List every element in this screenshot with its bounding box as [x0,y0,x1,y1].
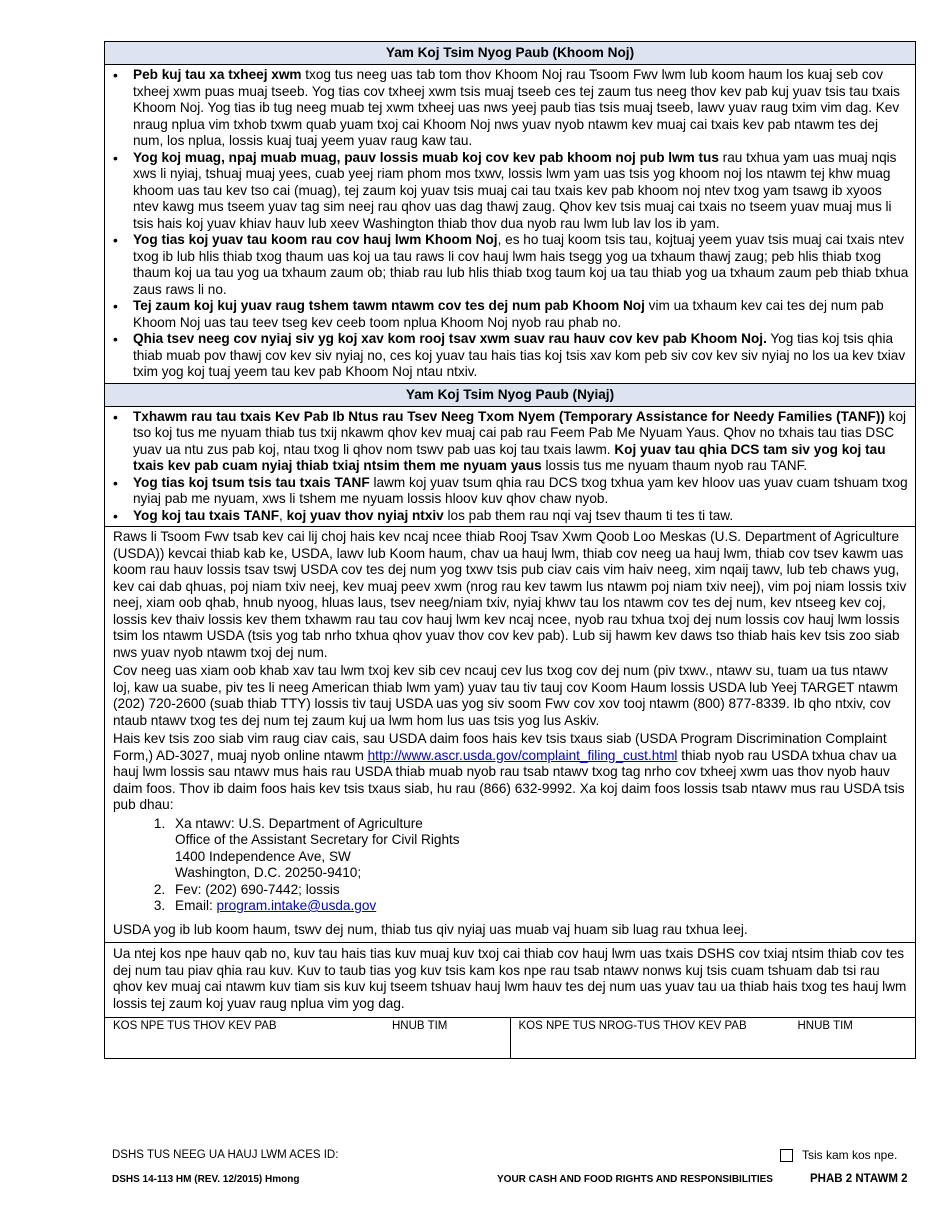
list-item: • Yog tias koj yuav tau koom rau cov hauj lwm Khoom Noj, es ho tuaj koom tsis tau, kojtuaj yeem yuav tsis muaj cai txais ntev txog ib lub hlis thiab txog thaum uas koj ua tau raws li cov hauj lwm hais tsegg yog ua txhaum thawj zaug; peb hlis thiab txog thaum koj ua tau yog ua txhaum zaum ob; thiab rau lub hlis thiab txog taum koj ua tau thiab yog ua txhaum zaum peb thiab txhua zaus raws li no. [133,232,911,298]
list-item: • Tej zaum koj kuj yuav raug tshem tawm ntawm cov tes dej num pab Khoom Noj vim ua txhaum kev cai tes dej num pab Khoom Noj uas tau teev tseg kev ceeb toom nplua Khoom Noj nyob rau phab no. [133,298,911,331]
fax-number: 2. Fev: (202) 690-7442; lossis [169,882,907,899]
form-page [104,41,916,1059]
page-number: PHAB 2 NTAWM 2 [810,1173,908,1185]
refused-to-sign-checkbox[interactable] [780,1148,897,1162]
client-signature-label: KOS NPE TUS THOV KEV PAB [113,1020,277,1032]
signature-row [105,1018,915,1059]
food-list [105,65,915,383]
cash-section-heading: Yam Koj Tsim Nyog Paub (Nyiaj) [105,384,915,407]
equal-opportunity-statement: USDA yog ib lub koom haum, tswv dej num, thiab tus qiv nyiaj uas muab vaj huam sib luag rau txhua leej. [113,921,748,937]
cash-section [105,407,915,528]
email-link[interactable]: program.intake@usda.gov [216,898,377,913]
food-section-heading: Yam Koj Tsim Nyog Paub (Khoom Noj) [105,42,915,65]
client-signature-field[interactable] [105,1018,510,1058]
food-section [105,65,915,384]
list-item: • Txhawm rau tau txais Kev Pab Ib Ntus rau Tsev Neeg Txom Nyem (Temporary Assistance for Needy Families (TANF)) koj tso koj tus me nyuam thiab tus txij nkawm qhov kev muaj cai pab rau Feem Pab Me Nyuam Yaus. Qhov no txhais tau tias DSC yuav ua ntu zus pab koj, ntau txog li qhov nom tswv pab uas koj tau txais lawm. Koj yuav tau qhia DCS tam siv yog koj tau txais kev pab cuam nyiaj thiab txiaj ntsim them me nyuam yaus lossis tus me nyuam thaum nyob rau TANF. [133,409,911,475]
address-list [113,816,907,915]
list-item: • Yog koj tau txais TANF, koj yuav thov nyiaj ntxiv los pab them rau nqi vaj tsev thaum ti tes ti taw. [133,508,911,525]
mail-address: 1. Xa ntawv: U.S. Department of Agriculture Office of the Assistant Secretary for Civil Rights 1400 Independence Ave, SW Washington, D.C. 20250-9410; [169,816,907,882]
client-date-label: HNUB TIM [392,1020,448,1032]
representative-date-label: HNUB TIM [797,1020,853,1032]
rights-box [104,41,916,1059]
checkbox-icon[interactable] [780,1149,793,1162]
list-item: • Yog koj muag, npaj muab muag, pauv lossis muab koj cov kev pab khoom noj pub lwm tus rau txhua yam uas muaj nqis xws li nyiaj, tshuaj muaj yees, cuab yeej riam phom mos txwv, lossis lwm yam uas tsis yog khoom noj los ntawm tej khw muag khoom uas tau kev tso cai (muag), tej zaum koj yuav tsis muaj cai tau txais kev pab khoom noj ntev txog yam tsawg ib xyoos ntev kawg mus tseem yuav tag sim neej rau qhov uas dag thawj zaug. Qhov kev tsis muaj cai txais no tseem yuav muaj mus li tsis hais koj yuav khiav hauv lub xeev Washington thiab thov dua nyob rau lwm lub lav los ib yam. [133,150,911,233]
refused-to-sign-label: Tsis kam kos npe. [802,1148,898,1162]
cash-list [105,407,915,527]
representative-signature-label: KOS NPE TUS NROG-TUS THOV KEV PAB [518,1020,747,1032]
nondisc-paragraph-2: Cov neeg uas xiam oob khab xav tau lwm txoj kev sib cev ncauj cev lus txog cov dej num (piv txwv., ntawv su, tuam ua tus ntawv loj, kaw ua suabe, piv tes li neeg American thiab lwm yam) yuav tau tiv tauj cov Koom Haum lossis USDA lub Yeej TARGET ntawm (202) 720-2600 (suab thiab TTY) lossis tiv tauj USDA uas yog siv soom Fwv cov xov tooj ntawm (800) 877-8339. Ib qho ntxiv, cov ntaub ntawv txog tes dej num tej zaum kuj ua lwm hom lus uas tsis yog lus Askiv. [113,663,899,728]
list-item: • Peb kuj tau xa txheej xwm txog tus neeg uas tab tom thov Khoom Noj rau Tsoom Fwv lwm lub koom haum los kuaj seb cov txheej xwm puas muaj tseeb. Yog tias cov txheej xwm tsis muaj tseeb ces tej zaum tus neeg thov kev pab kuj yuav tsis tau txais Khoom Noj. Yog tias ib tug neeg muab tej xwm txheej uas nws yeej paub tias tsis muaj tseeb, lawv yuav raug txim vim dag. Kev nraug nplua vim txhob txwm quab yuam txoj cai Khoom Noj nws yuav nyob ntawm kev muaj cai txais kev pab ntawm tes dej num, los nplua, lossis kuaj tuaj yeem yuav raug kaw tau. [133,67,911,150]
form-number: DSHS 14-113 HM (REV. 12/2015) Hmong [112,1174,300,1185]
complaint-form-link[interactable]: http://www.ascr.usda.gov/complaint_filing_cust.html [367,747,678,763]
acknowledgement-text: Ua ntej kos npe hauv qab no, kuv tau hais tias kuv muaj kuv txoj cai thiab cov hauj lwm uas txais DSHS cov txiaj ntsim thiab cov tes dej num tau piav qhia rau kuv. Kuv to taub tias yog kuv tsis kam kos npe rau tsab ntawv nonws kuj tsis cuam tshuam dab tsi rau qhov kev muaj cai ntawm kuv tiam sis kuv kuj tseem tshuav hauj lwm hauv tes dej num uas yuav tau ua thiab hais txog tes hauj lwm lossis tej zaum koj yuav raug nplua vim yog dag. [105,943,915,1018]
aces-id-field[interactable]: DSHS TUS NEEG UA HAUJ LWM ACES ID: [112,1149,339,1161]
nondisc-paragraph-1: Raws li Tsoom Fwv tsab kev cai lij choj hais kev ncaj ncee thiab Rooj Tsav Xwm Qoob Loo Meskas (U.S. Department of Agriculture (USDA)) kevcai thiab kab ke, USDA, lawv lub Koom haum, chav ua hauj lwm, thiab cov neeg ua hauj lwm, thiab cov tsev kawm uas koom rau hauv lossis tsav tswj USDA cov tes dej num yog txwv tsis pub ciav cais vim haiv neeg, xim nqaij tawv, lub teb chaws yug, kev cai dab qhuas, poj niam txiv neej, kev muaj peev xwm (nrog rau kev tawm lus ntawm poj niam txiv neej), vim poj niam lossis txiv neej, xiam oob qhab, hnub nyoog, hluas laus, tsev neeg/niam txiv, nyiaj khwv tau los ntawm cov tes dej num, kev ntseeg kev coj, lossis kev thaiv lossis kev them txhawm rau tau cov hauj lwm kev ncaj ncee, nyob rau txhua txoj dej num lossis cov hauj lwm lossis tsim los ntawm USDA (tsis yog tab nrho txhua qhov yuav thov cov kev pab). Lub sij hawm kev daws tso thiab hais kev tsis zoo siab nws yuav nyob ntawm txoj dej num. [113,529,907,660]
list-item: • Yog tias koj tsum tsis tau txais TANF lawm koj yuav tsum qhia rau DCS txog txhua yam kev hloov uas yuav cuam tshuam txog nyiaj pab me nyuam, xws li tshem me nyuam lossis hloov kuv qhov chaw nyob. [133,475,911,508]
list-item: • Qhia tsev neeg cov nyiaj siv yg koj xav kom rooj tsav xwm suav rau hauv cov kev pab Khoom Noj. Yog tias koj tsis qhia thiab muab pov thawj cov kev siv nyiaj no, ces koj yuav tau hais tias koj tsis xav kom peb siv cov kev siv nyiaj no los ua kev txiav txim yog koj tuaj yeem tau kev pab Khoom Noj ntau ntxiv. [133,331,911,381]
nondisc-paragraph-3: Hais kev tsis zoo siab vim raug ciav cais, sau USDA daim foos hais kev tsis txaus siab (USDA Program Discrimination Complaint Form,) AD-3027, muaj nyob online ntawm http://www.ascr.usda.gov/complaint_filing_cust.html thiab nyob rau USDA txhua chav ua hauj lwm lossis sau ntawv mus hais rau USDA thiab muab nyob rau tsab ntawv txog tag nrho cov txheej xwm uas thov nyob hauv daim foos. Thov ib daim foos hais kev tsis txaus siab, hu rau (866) 632-9992. Xa koj daim foos lossis tsab ntawv mus rau USDA tsis pub dhau: [113,731,905,812]
representative-signature-field[interactable] [510,1018,916,1058]
nondiscrimination-statement [105,527,915,943]
form-title: YOUR CASH AND FOOD RIGHTS AND RESPONSIBILITIES [497,1174,773,1185]
email-entry: 3. Email: program.intake@usda.gov [169,898,907,915]
